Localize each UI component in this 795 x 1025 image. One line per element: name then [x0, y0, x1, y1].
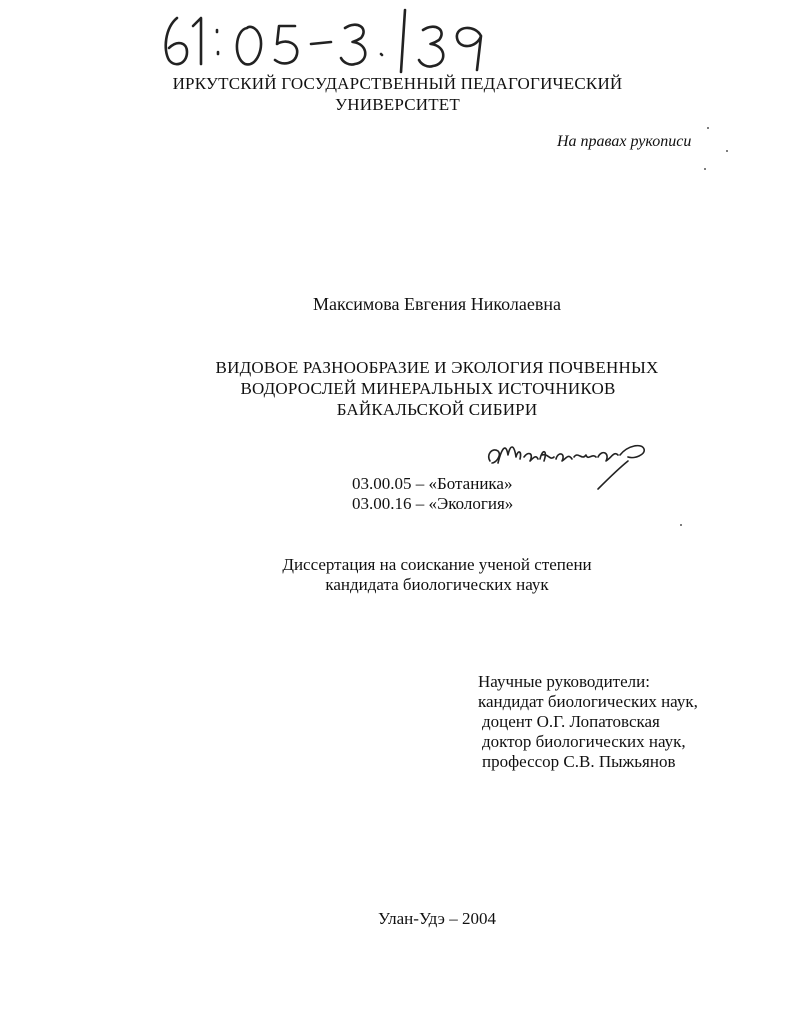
scan-speck: [707, 127, 709, 129]
specialties-list: [352, 474, 513, 514]
title-line-3: БАЙКАЛЬСКОЙ СИБИРИ: [336, 400, 538, 419]
title-line-1: ВИДОВОЕ РАЗНООБРАЗИЕ И ЭКОЛОГИЯ ПОЧВЕННЫХ: [215, 358, 659, 377]
specialty-item: 03.00.05 – «Ботаника»: [352, 474, 513, 493]
university-header: [0, 73, 795, 115]
author-name: Максимова Евгения Николаевна: [312, 294, 562, 314]
degree-line-1: Диссертация на соискание ученой степени: [282, 555, 592, 574]
handwritten-archive-number: [155, 6, 515, 74]
scan-speck: [680, 524, 682, 526]
supervisor-line: кандидат биологических наук,: [478, 692, 698, 711]
scan-speck: [726, 150, 728, 152]
title-line-2: ВОДОРОСЛЕЙ МИНЕРАЛЬНЫХ ИСТОЧНИКОВ: [240, 379, 616, 398]
dissertation-title: [0, 357, 795, 420]
supervisor-line: доктор биологических наук,: [482, 732, 686, 751]
supervisors-block: [478, 672, 698, 772]
university-line-2: УНИВЕРСИТЕТ: [335, 95, 460, 114]
supervisors-heading: Научные руководители:: [478, 672, 650, 691]
manuscript-note: На правах рукописи: [557, 133, 692, 150]
specialty-item: 03.00.16 – «Экология»: [352, 494, 514, 513]
supervisor-line: профессор С.В. Пыжьянов: [482, 752, 676, 771]
scan-speck: [704, 168, 706, 170]
supervisor-line: доцент О.Г. Лопатовская: [482, 712, 660, 731]
degree-statement: [0, 555, 795, 595]
degree-line-2: кандидата биологических наук: [325, 575, 549, 594]
university-line-1: ИРКУТСКИЙ ГОСУДАРСТВЕННЫЙ ПЕДАГОГИЧЕСКИЙ: [172, 74, 623, 93]
city-year-footer: Улан-Удэ – 2004: [378, 909, 496, 928]
